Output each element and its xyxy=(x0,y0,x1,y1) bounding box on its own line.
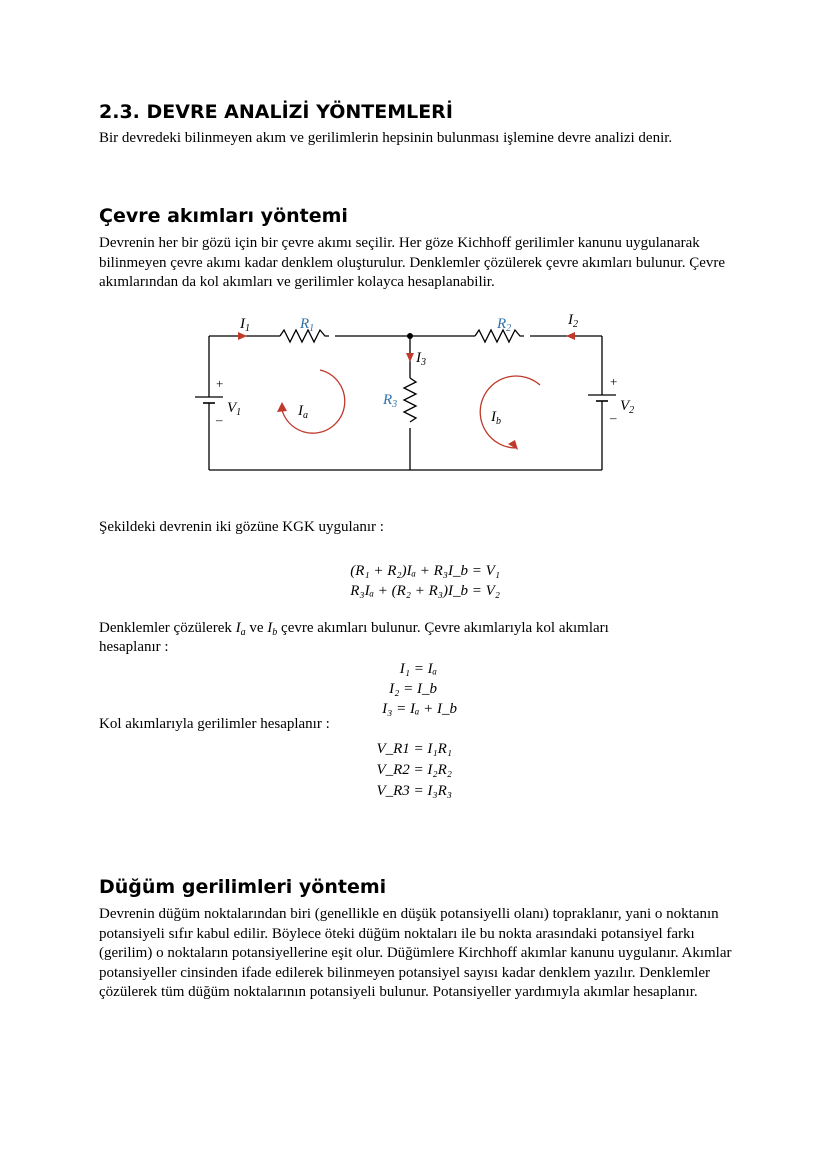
mesh-ib-arc-icon xyxy=(480,376,540,448)
mesh-ia-arrowhead-icon xyxy=(277,402,287,412)
label-i2: $I_2$ xyxy=(568,312,578,330)
voltage-text: Kol akımlarıyla gerilimler hesaplanır : xyxy=(99,716,330,732)
label-i3: $I_3$ xyxy=(416,350,426,368)
section-intro-paragraph: Bir devredeki bilinmeyen akım ve gerilimlerin hepsinin bulunması işlemine devre analizi denir. xyxy=(99,130,673,146)
voltage-equation-3: V_R3 = I₃R₃ xyxy=(376,783,452,799)
label-v1-minus: – xyxy=(216,412,223,427)
label-v2-minus: – xyxy=(610,410,617,425)
mesh-ia-arc-icon xyxy=(282,370,345,433)
cevre-akimlari-paragraph: Devrenin her bir gözü için bir çevre akımı seçilir. Her göze Kichhoff gerilimler kanunu uygulanarak bilinmeyen çevre akımı kadar denklem oluşturulur. Denklemler çözülerek çevre akımları bulunur. Çevre akımlarından da kol akımları ve gerilimler kolayca hesaplanabilir. xyxy=(99,235,726,290)
label-v2-plus: + xyxy=(610,374,618,389)
mesh-equation-1: (R₁ + R₂)Iₐ + R₃I_b = V₁ xyxy=(350,563,500,579)
section-title-cevre-akimlari: Çevre akımları yöntemi xyxy=(99,205,348,227)
battery-v2 xyxy=(588,395,616,410)
label-ia: $I_a$ xyxy=(298,403,308,421)
voltage-equation-2: V_R2 = I₂R₂ xyxy=(376,762,452,778)
resistor-r3 xyxy=(404,378,416,422)
label-v2: $V_2$ xyxy=(620,398,635,416)
label-r3: $R_3$ xyxy=(383,392,398,410)
solve-text-line-1: Denklemler çözülerek $I_a$ ve $I_b$ çevre akımları bulunur. Çevre akımlarıyla kol akımları xyxy=(99,620,609,638)
section-title-devre-analizi: 2.3. DEVRE ANALİZİ YÖNTEMLERİ xyxy=(99,101,453,123)
section-title-dugum-gerilimleri: Düğüm gerilimleri yöntemi xyxy=(99,876,387,898)
i3-arrow-icon xyxy=(406,353,414,362)
node-dot xyxy=(407,333,413,339)
label-v1: $V_1$ xyxy=(227,400,242,418)
label-ib: $I_b$ xyxy=(491,409,501,427)
kgk-text: Şekildeki devrenin iki gözüne KGK uygulanır : xyxy=(99,519,384,535)
dugum-gerilimleri-paragraph: Devrenin düğüm noktalarından biri (genellikle en düşük potansiyelli olanı) topraklanır, yani o noktanın potansiyeli sıfır kabul edilir. Böylece öteki düğüm noktaları ile bu nokta arasındaki potansiyel farkı (gerilim) o noktaların potansiyellerine eşit olur. Düğümlere Kirchhoff akımlar kanunu uygulanır. Akımlar potansiyeller cinsinden ifade edilerek bilinmeyen potansiyel sayısı kadar denklem yazılır. Denklemler çözülerek tüm düğüm noktalarının potansiyeli bulunur. Potansiyeller yardımıyla akımlar hesaplanır. xyxy=(99,906,732,1000)
voltage-equation-1: V_R1 = I₁R₁ xyxy=(376,741,452,757)
label-i1: $I_1$ xyxy=(240,316,250,334)
solve-text-line-2: hesaplanır : xyxy=(99,639,169,655)
i2-arrow-icon xyxy=(566,332,575,340)
battery-v1 xyxy=(195,397,223,412)
circuit-diagram xyxy=(180,305,635,480)
branch-equation-3: I₃ = Iₐ + I_b xyxy=(382,701,457,717)
mesh-equation-2: R₃Iₐ + (R₂ + R₃)I_b = V₂ xyxy=(350,583,500,599)
label-r2: $R_2$ xyxy=(497,316,512,334)
label-v1-plus: + xyxy=(216,376,224,391)
branch-equation-2: I₂ = I_b xyxy=(389,681,437,697)
branch-equation-1: I₁ = Iₐ xyxy=(399,661,437,677)
label-r1: $R_1$ xyxy=(300,316,315,334)
